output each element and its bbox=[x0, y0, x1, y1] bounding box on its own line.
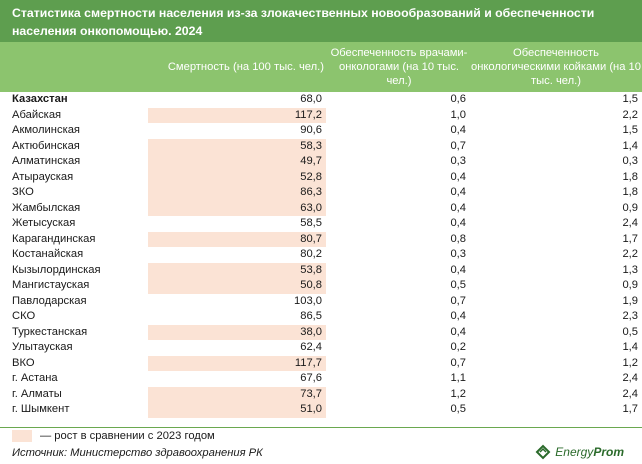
table-row bbox=[0, 387, 642, 403]
beds-value: 1,5 bbox=[622, 124, 638, 136]
mortality-value: 52,8 bbox=[148, 170, 326, 186]
doctors-value: 0,4 bbox=[450, 201, 466, 214]
table-row bbox=[0, 139, 642, 155]
beds-value: 2,3 bbox=[622, 310, 638, 322]
divider bbox=[0, 427, 642, 428]
legend-swatch bbox=[12, 430, 32, 442]
mortality-value: 49,7 bbox=[148, 154, 326, 170]
table-row bbox=[0, 325, 642, 341]
mortality-value: 67,6 bbox=[300, 372, 322, 384]
table-row bbox=[0, 232, 642, 248]
region-name: Алматинская bbox=[12, 155, 81, 167]
logo-text: EnergyProm bbox=[555, 445, 624, 459]
mortality-value: 58,5 bbox=[300, 217, 322, 229]
region-name: Атырауская bbox=[12, 170, 74, 183]
region-name: Туркестанская bbox=[12, 325, 88, 338]
mortality-value: 80,2 bbox=[300, 248, 322, 260]
beds-value: 2,2 bbox=[622, 248, 638, 260]
beds-value: 1,7 bbox=[622, 403, 638, 415]
beds-value: 0,9 bbox=[622, 279, 638, 291]
table-row bbox=[0, 340, 642, 356]
legend-text: — рост в сравнении с 2023 годом bbox=[40, 430, 215, 442]
table-row bbox=[0, 371, 642, 387]
mortality-value: 90,6 bbox=[300, 124, 322, 136]
mortality-value: 53,8 bbox=[148, 263, 326, 279]
doctors-value: 0,8 bbox=[450, 232, 466, 245]
table-row bbox=[0, 278, 642, 294]
mortality-value: 62,4 bbox=[300, 341, 322, 353]
doctors-value: 1,2 bbox=[450, 387, 466, 400]
region-name: Мангистауская bbox=[12, 279, 90, 291]
beds-value: 2,4 bbox=[622, 387, 638, 400]
column-header-beds: Обеспеченность онкологическими койками (на 10 тыс. чел.) bbox=[470, 47, 642, 87]
column-header-doctors: Обеспеченность врачами-онкологами (на 10 тыс. чел.) bbox=[330, 47, 468, 87]
table-row bbox=[0, 123, 642, 139]
doctors-value: 0,7 bbox=[450, 294, 466, 307]
beds-value: 1,2 bbox=[622, 356, 638, 369]
beds-value: 1,4 bbox=[622, 139, 638, 152]
region-name: г. Алматы bbox=[12, 387, 62, 400]
doctors-value: 0,4 bbox=[450, 170, 466, 183]
table-row bbox=[0, 92, 642, 108]
region-name: г. Шымкент bbox=[12, 403, 70, 415]
legend bbox=[12, 429, 215, 443]
beds-value: 2,4 bbox=[622, 372, 638, 384]
beds-value: 2,2 bbox=[622, 108, 638, 121]
doctors-value: 0,4 bbox=[450, 217, 466, 229]
region-name: Павлодарская bbox=[12, 294, 87, 307]
doctors-value: 0,4 bbox=[450, 325, 466, 338]
table-row bbox=[0, 309, 642, 325]
region-name: ЗКО bbox=[12, 186, 34, 198]
region-name: Жамбылская bbox=[12, 201, 81, 214]
region-name: Карагандинская bbox=[12, 232, 96, 245]
page-title: Статистика смертности населения из-за злокачественных новообразований и обеспеченности населения онкопомощью. 2024 bbox=[0, 0, 642, 42]
region-name: Казахстан bbox=[12, 93, 68, 105]
region-name: Костанайская bbox=[12, 248, 84, 260]
table-row bbox=[0, 108, 642, 124]
mortality-value: 86,3 bbox=[148, 185, 326, 201]
beds-value: 1,4 bbox=[622, 341, 638, 353]
table-row bbox=[0, 201, 642, 217]
table-row bbox=[0, 402, 642, 418]
doctors-value: 0,7 bbox=[450, 356, 466, 369]
table-row bbox=[0, 247, 642, 263]
doctors-value: 0,5 bbox=[450, 279, 466, 291]
beds-value: 0,5 bbox=[622, 325, 638, 338]
energyprom-icon bbox=[535, 444, 551, 460]
mortality-value: 117,7 bbox=[148, 356, 326, 372]
beds-value: 1,9 bbox=[622, 294, 638, 307]
mortality-value: 68,0 bbox=[300, 93, 322, 105]
mortality-value: 86,5 bbox=[300, 310, 322, 322]
mortality-value: 117,2 bbox=[148, 108, 326, 124]
mortality-value: 73,7 bbox=[148, 387, 326, 403]
mortality-value: 58,3 bbox=[148, 139, 326, 155]
beds-value: 1,8 bbox=[622, 186, 638, 198]
table-row bbox=[0, 154, 642, 170]
doctors-value: 0,5 bbox=[450, 403, 466, 415]
mortality-value: 50,8 bbox=[148, 278, 326, 294]
region-name: Актюбинская bbox=[12, 139, 80, 152]
table-row bbox=[0, 185, 642, 201]
doctors-value: 1,0 bbox=[450, 108, 466, 121]
source-note: Источник: Министерство здравоохранения РК bbox=[12, 447, 263, 459]
doctors-value: 0,3 bbox=[450, 155, 466, 167]
region-name: г. Астана bbox=[12, 372, 58, 384]
region-name: ВКО bbox=[12, 356, 35, 369]
region-name: Жетысуская bbox=[12, 217, 76, 229]
region-name: Акмолинская bbox=[12, 124, 80, 136]
doctors-value: 1,1 bbox=[450, 372, 466, 384]
doctors-value: 0,7 bbox=[450, 139, 466, 152]
beds-value: 1,5 bbox=[622, 93, 638, 105]
region-name: СКО bbox=[12, 310, 36, 322]
region-name: Улытауская bbox=[12, 341, 73, 353]
doctors-value: 0,4 bbox=[450, 124, 466, 136]
table-row bbox=[0, 294, 642, 310]
region-name: Кызылординская bbox=[12, 263, 101, 276]
table-row bbox=[0, 356, 642, 372]
beds-value: 0,9 bbox=[622, 201, 638, 214]
beds-value: 1,8 bbox=[622, 170, 638, 183]
mortality-value: 103,0 bbox=[294, 294, 322, 307]
beds-value: 1,3 bbox=[622, 263, 638, 276]
table-row bbox=[0, 170, 642, 186]
doctors-value: 0,4 bbox=[450, 186, 466, 198]
doctors-value: 0,6 bbox=[450, 93, 466, 105]
mortality-value: 51,0 bbox=[148, 402, 326, 418]
beds-value: 0,3 bbox=[622, 155, 638, 167]
mortality-value: 80,7 bbox=[148, 232, 326, 248]
table-row bbox=[0, 216, 642, 232]
mortality-value: 38,0 bbox=[148, 325, 326, 341]
brand-logo bbox=[535, 443, 624, 461]
table-body bbox=[0, 92, 642, 418]
doctors-value: 0,4 bbox=[450, 263, 466, 276]
doctors-value: 0,3 bbox=[450, 248, 466, 260]
beds-value: 1,7 bbox=[622, 232, 638, 245]
doctors-value: 0,2 bbox=[450, 341, 466, 353]
doctors-value: 0,4 bbox=[450, 310, 466, 322]
table-row bbox=[0, 263, 642, 279]
column-header-mortality: Смертность (на 100 тыс. чел.) bbox=[167, 61, 324, 73]
region-name: Абайская bbox=[12, 108, 62, 121]
beds-value: 2,4 bbox=[622, 217, 638, 229]
mortality-value: 63,0 bbox=[148, 201, 326, 217]
table-header bbox=[0, 42, 642, 92]
